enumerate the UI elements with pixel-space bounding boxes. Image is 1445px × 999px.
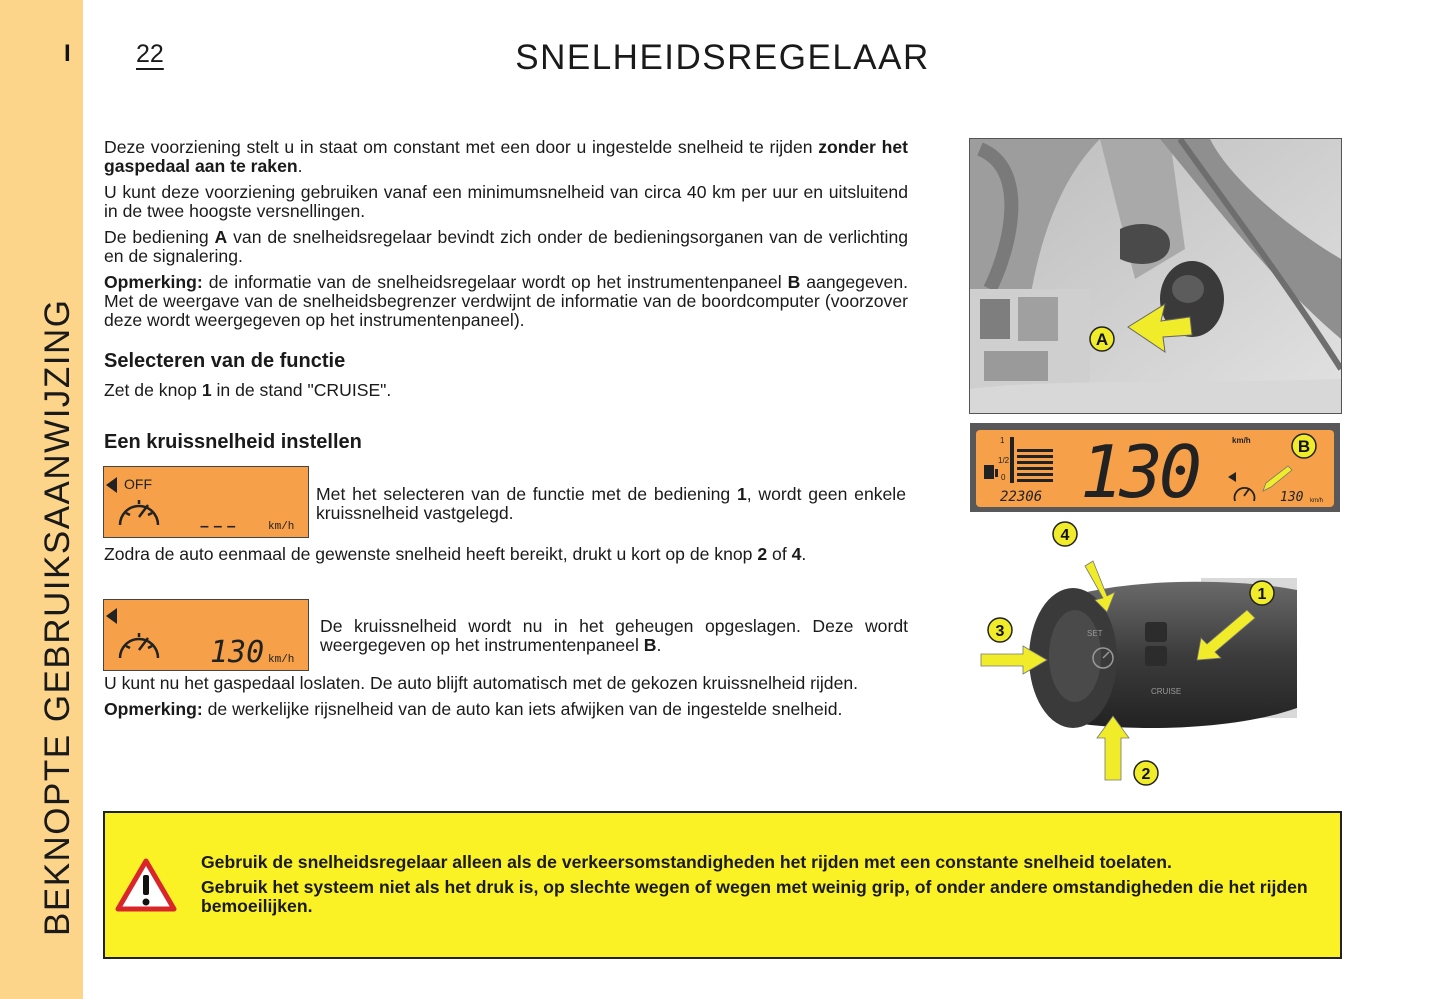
lcd-off-caption: Met het selecteren van de functie met de bediening 1, wordt geen enkele kruissnelheid vastgelegd.: [316, 484, 907, 523]
speedometer-icon: [120, 633, 158, 658]
intro-paragraph-2: U kunt deze voorziening gebruiken vanaf een minimumsnelheid van circa 40 km per uur en uitsluitend in de twee hoogste versnellingen.: [104, 182, 908, 221]
intro-paragraph-1: Deze voorziening stelt u in staat om constant met een door u ingestelde snelheid te rijden zonder het gaspedaal aan te raken.: [104, 137, 908, 176]
svg-text:km/h: km/h: [268, 654, 295, 666]
svg-text:OFF: OFF: [124, 476, 152, 492]
svg-text:km/h: km/h: [268, 521, 295, 533]
warning-text: [201, 853, 1331, 922]
intro-paragraph-3: De bediening A van de snelheidsregelaar bevindt zich onder de bedieningsorganen van de verlichting en de signalering.: [104, 227, 909, 266]
section-heading-select: Selecteren van de functie: [104, 350, 346, 372]
stalk-graphics: [975, 518, 1315, 790]
svg-text:130: 130: [1080, 430, 1199, 512]
release-text: [104, 674, 908, 726]
cruise-control-stalk: [975, 518, 1315, 790]
lcd-display-speed: [103, 599, 309, 671]
instrument-panel: [970, 423, 1340, 512]
lcd-speed-graphics: [104, 600, 308, 670]
svg-text:A: A: [1095, 330, 1109, 349]
svg-text:1: 1: [1000, 436, 1005, 445]
steering-column-photo: [969, 138, 1342, 414]
svg-text:– – –: – – –: [200, 518, 236, 535]
sidebar-vertical-title: BEKNOPTE GEBRUIKSAANWIJZING: [38, 298, 77, 936]
section-select-text: Zet de knop 1 in de stand "CRUISE".: [104, 380, 392, 400]
svg-text:1/2: 1/2: [998, 456, 1010, 465]
svg-text:4: 4: [1060, 527, 1070, 544]
svg-text:SET: SET: [1087, 629, 1103, 638]
svg-text:22306: 22306: [1000, 489, 1043, 505]
intro-text: [104, 138, 908, 337]
warning-box: [103, 811, 1342, 959]
note-paragraph: Opmerking: de werkelijke rijsnelheid van de auto kan iets afwijken van de ingestelde snelheid.: [104, 699, 843, 719]
svg-text:130: 130: [210, 635, 265, 670]
svg-text:CRUISE: CRUISE: [1151, 687, 1182, 696]
warning-line-1: Gebruik de snelheidsregelaar alleen als de verkeersomstandigheden het rijden met een constante snelheid toelaten.: [201, 852, 1172, 872]
svg-text:km/h: km/h: [1310, 498, 1324, 504]
press-button-text: Zodra de auto eenmaal de gewenste snelheid heeft bereikt, drukt u kort op de knop 2 of 4.: [104, 544, 807, 564]
speedometer-icon: [120, 500, 158, 525]
warning-line-2: Gebruik het systeem niet als het druk is, op slechte wegen of wegen met weinig grip, of onder andere omstandigheden die het rijden bemoeilijken.: [201, 877, 1308, 916]
svg-text:2: 2: [1141, 766, 1151, 783]
instrument-panel-graphics: [970, 423, 1340, 512]
intro-paragraph-4: Opmerking: de informatie van de snelheidsregelaar wordt op het instrumentenpaneel B aangegeven. Met de weergave van de snelheidsbegrenzer verdwijnt de informatie van de boordcomputer (voorzover deze wordt weergegeven op het instrumentenpaneel).: [104, 272, 909, 330]
steering-photo-graphics: [970, 139, 1341, 413]
lcd-speed-caption: De kruissnelheid wordt nu in het geheugen opgeslagen. Deze wordt weergegeven op het instrumentenpaneel B.: [320, 616, 908, 655]
release-paragraph: U kunt nu het gaspedaal loslaten. De auto blijft automatisch met de gekozen kruissnelheid rijden.: [104, 673, 859, 693]
svg-text:1: 1: [1257, 586, 1267, 603]
svg-text:B: B: [1297, 437, 1311, 456]
svg-text:130: 130: [1280, 490, 1304, 505]
warning-triangle-icon: [115, 857, 177, 913]
svg-text:0: 0: [1001, 473, 1006, 482]
svg-text:km/h: km/h: [1232, 436, 1251, 445]
lcd-display-off: [103, 466, 309, 538]
lcd-off-graphics: [104, 467, 308, 537]
page-number: 22: [136, 40, 164, 68]
page-title: SNELHEIDSREGELAAR: [515, 38, 930, 77]
svg-text:3: 3: [995, 623, 1005, 640]
section-marker: I: [64, 40, 71, 67]
section-heading-cruise: Een kruissnelheid instellen: [104, 431, 362, 453]
